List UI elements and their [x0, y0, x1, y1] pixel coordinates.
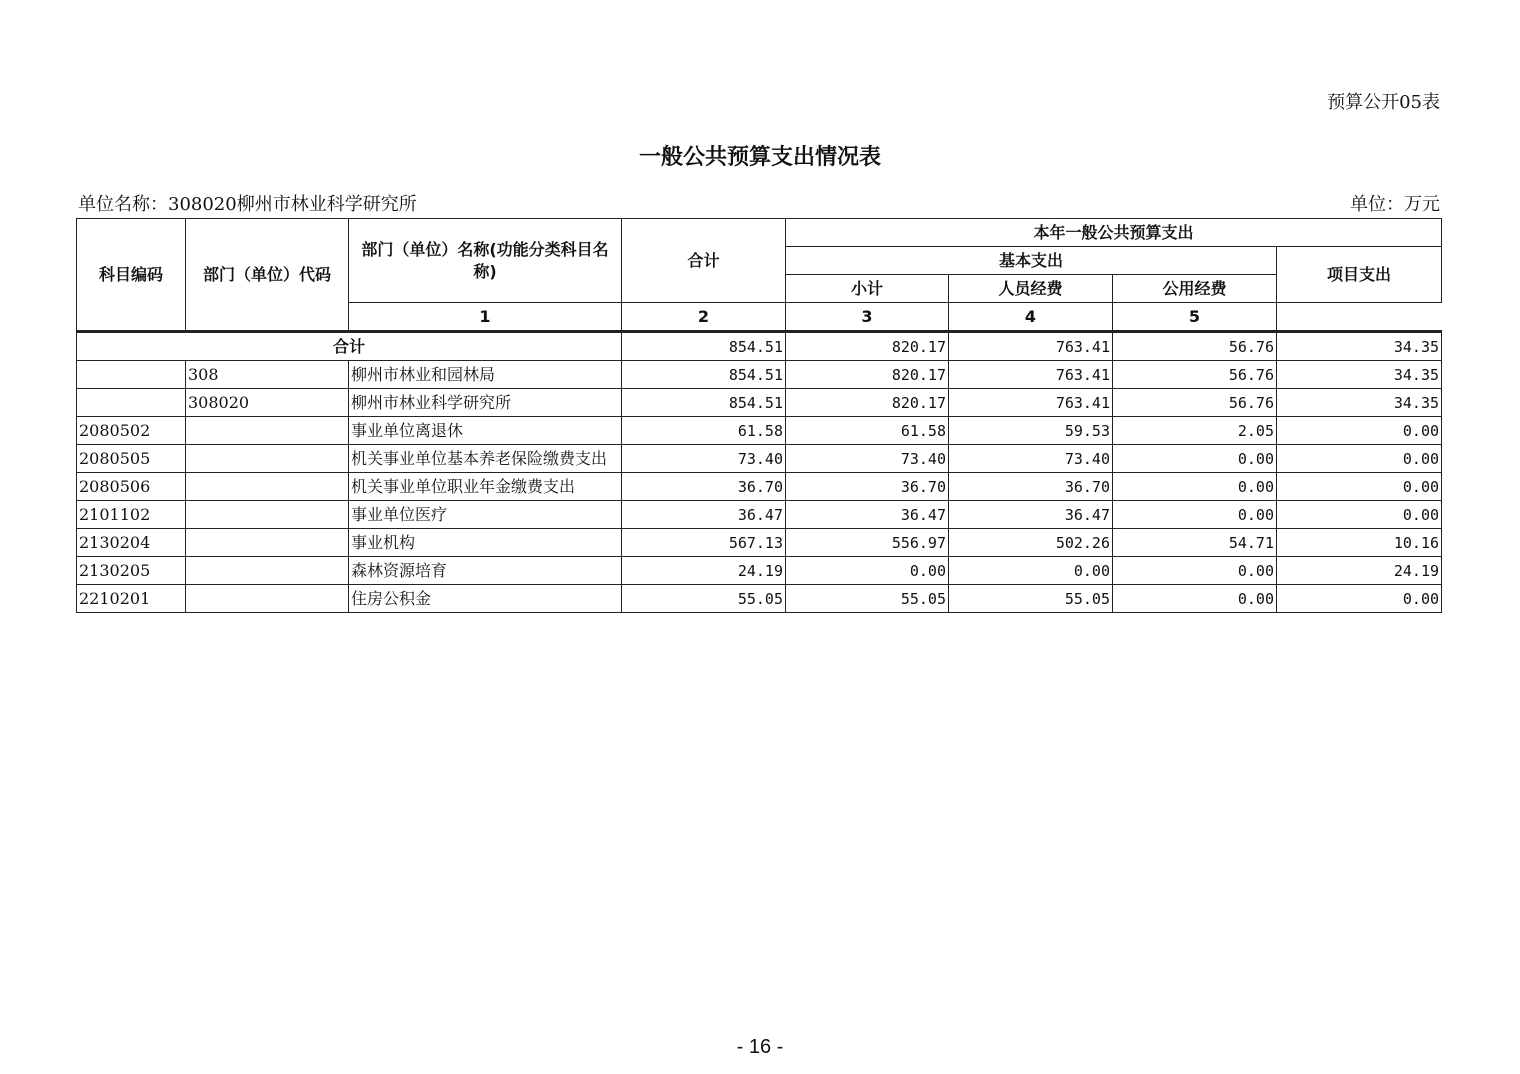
header-subtotal: 小计 — [786, 275, 949, 303]
table-row — [77, 361, 1442, 389]
page-title: 一般公共预算支出情况表 — [638, 144, 881, 170]
cell-subject-code: 2130205 — [77, 557, 186, 585]
cell-project: 0.00 — [1277, 445, 1442, 473]
cell-name: 机关事业单位基本养老保险缴费支出 — [349, 445, 622, 473]
cell-subject-code: 2080506 — [77, 473, 186, 501]
cell-name: 事业单位离退休 — [349, 417, 622, 445]
total-label: 合计 — [77, 332, 622, 361]
header-col-num: 3 — [786, 303, 949, 332]
cell-personnel: 763.41 — [949, 361, 1113, 389]
table-row — [77, 585, 1442, 613]
cell-name: 森林资源培育 — [349, 557, 622, 585]
table-row — [77, 445, 1442, 473]
cell-subtotal: 820.17 — [786, 361, 949, 389]
cell-public: 0.00 — [1113, 445, 1277, 473]
total-public: 56.76 — [1113, 332, 1277, 361]
header-personnel: 人员经费 — [949, 275, 1113, 303]
cell-personnel: 502.26 — [949, 529, 1113, 557]
header-subject-code: 科目编码 — [77, 219, 186, 332]
cell-public: 56.76 — [1113, 389, 1277, 417]
cell-project: 0.00 — [1277, 417, 1442, 445]
table-row — [77, 557, 1442, 585]
cell-total: 36.70 — [622, 473, 786, 501]
cell-personnel: 73.40 — [949, 445, 1113, 473]
cell-name: 住房公积金 — [349, 585, 622, 613]
cell-dept-code: 308020 — [186, 389, 349, 417]
cell-subtotal: 36.70 — [786, 473, 949, 501]
header-dept-code: 部门（单位）代码 — [186, 219, 349, 332]
unit-label: 单位：万元 — [1350, 194, 1440, 215]
cell-personnel: 55.05 — [949, 585, 1113, 613]
table-row — [77, 389, 1442, 417]
cell-subject-code: 2130204 — [77, 529, 186, 557]
cell-total: 854.51 — [622, 361, 786, 389]
cell-public: 56.76 — [1113, 361, 1277, 389]
cell-personnel: 36.70 — [949, 473, 1113, 501]
total-personnel: 763.41 — [949, 332, 1113, 361]
cell-name: 事业机构 — [349, 529, 622, 557]
table-row — [77, 501, 1442, 529]
cell-name: 柳州市林业科学研究所 — [349, 389, 622, 417]
page-number: - 16 - — [736, 1036, 784, 1058]
cell-subtotal: 61.58 — [786, 417, 949, 445]
cell-dept-code — [186, 501, 349, 529]
cell-subject-code — [77, 389, 186, 417]
total-project: 34.35 — [1277, 332, 1442, 361]
total-total: 854.51 — [622, 332, 786, 361]
cell-name: 机关事业单位职业年金缴费支出 — [349, 473, 622, 501]
cell-subject-code — [77, 361, 186, 389]
cell-project: 10.16 — [1277, 529, 1442, 557]
cell-project: 34.35 — [1277, 361, 1442, 389]
cell-project: 24.19 — [1277, 557, 1442, 585]
cell-total: 55.05 — [622, 585, 786, 613]
cell-personnel: 763.41 — [949, 389, 1113, 417]
cell-dept-code: 308 — [186, 361, 349, 389]
header-total: 合计 — [622, 219, 786, 303]
cell-subject-code: 2210201 — [77, 585, 186, 613]
cell-name: 柳州市林业和园林局 — [349, 361, 622, 389]
cell-dept-code — [186, 473, 349, 501]
cell-personnel: 0.00 — [949, 557, 1113, 585]
cell-project: 0.00 — [1277, 585, 1442, 613]
cell-public: 54.71 — [1113, 529, 1277, 557]
cell-total: 36.47 — [622, 501, 786, 529]
cell-subtotal: 0.00 — [786, 557, 949, 585]
table-row — [77, 473, 1442, 501]
header-basic: 基本支出 — [786, 247, 1277, 275]
cell-name: 事业单位医疗 — [349, 501, 622, 529]
header-col-num: 5 — [1113, 303, 1277, 332]
table-row — [77, 417, 1442, 445]
cell-project: 34.35 — [1277, 389, 1442, 417]
cell-dept-code — [186, 529, 349, 557]
cell-subject-code: 2101102 — [77, 501, 186, 529]
cell-subject-code: 2080505 — [77, 445, 186, 473]
header-current-year: 本年一般公共预算支出 — [786, 219, 1442, 247]
header-public: 公用经费 — [1113, 275, 1277, 303]
cell-personnel: 59.53 — [949, 417, 1113, 445]
table-row — [77, 529, 1442, 557]
cell-dept-code — [186, 445, 349, 473]
cell-subtotal: 55.05 — [786, 585, 949, 613]
cell-total: 73.40 — [622, 445, 786, 473]
cell-project: 0.00 — [1277, 473, 1442, 501]
header-col-num: 4 — [949, 303, 1113, 332]
cell-public: 0.00 — [1113, 557, 1277, 585]
unit-name: 单位名称：308020柳州市林业科学研究所 — [78, 194, 417, 215]
cell-personnel: 36.47 — [949, 501, 1113, 529]
cell-dept-code — [186, 557, 349, 585]
header-project: 项目支出 — [1277, 247, 1442, 303]
cell-total: 24.19 — [622, 557, 786, 585]
cell-total: 567.13 — [622, 529, 786, 557]
header-dept-name: 部门（单位）名称(功能分类科目名称) — [349, 219, 622, 303]
cell-total: 854.51 — [622, 389, 786, 417]
table-body — [77, 332, 1442, 613]
total-row — [77, 332, 1442, 361]
cell-project: 0.00 — [1277, 501, 1442, 529]
header-col-num: 1 — [349, 303, 622, 332]
total-subtotal: 820.17 — [786, 332, 949, 361]
cell-subject-code: 2080502 — [77, 417, 186, 445]
cell-public: 0.00 — [1113, 501, 1277, 529]
cell-subtotal: 820.17 — [786, 389, 949, 417]
header-col-num: 2 — [622, 303, 786, 332]
cell-total: 61.58 — [622, 417, 786, 445]
form-number: 预算公开05表 — [1327, 92, 1440, 113]
cell-public: 0.00 — [1113, 473, 1277, 501]
cell-subtotal: 73.40 — [786, 445, 949, 473]
cell-dept-code — [186, 585, 349, 613]
cell-subtotal: 36.47 — [786, 501, 949, 529]
cell-public: 0.00 — [1113, 585, 1277, 613]
cell-dept-code — [186, 417, 349, 445]
cell-public: 2.05 — [1113, 417, 1277, 445]
cell-subtotal: 556.97 — [786, 529, 949, 557]
budget-table — [76, 218, 1442, 613]
